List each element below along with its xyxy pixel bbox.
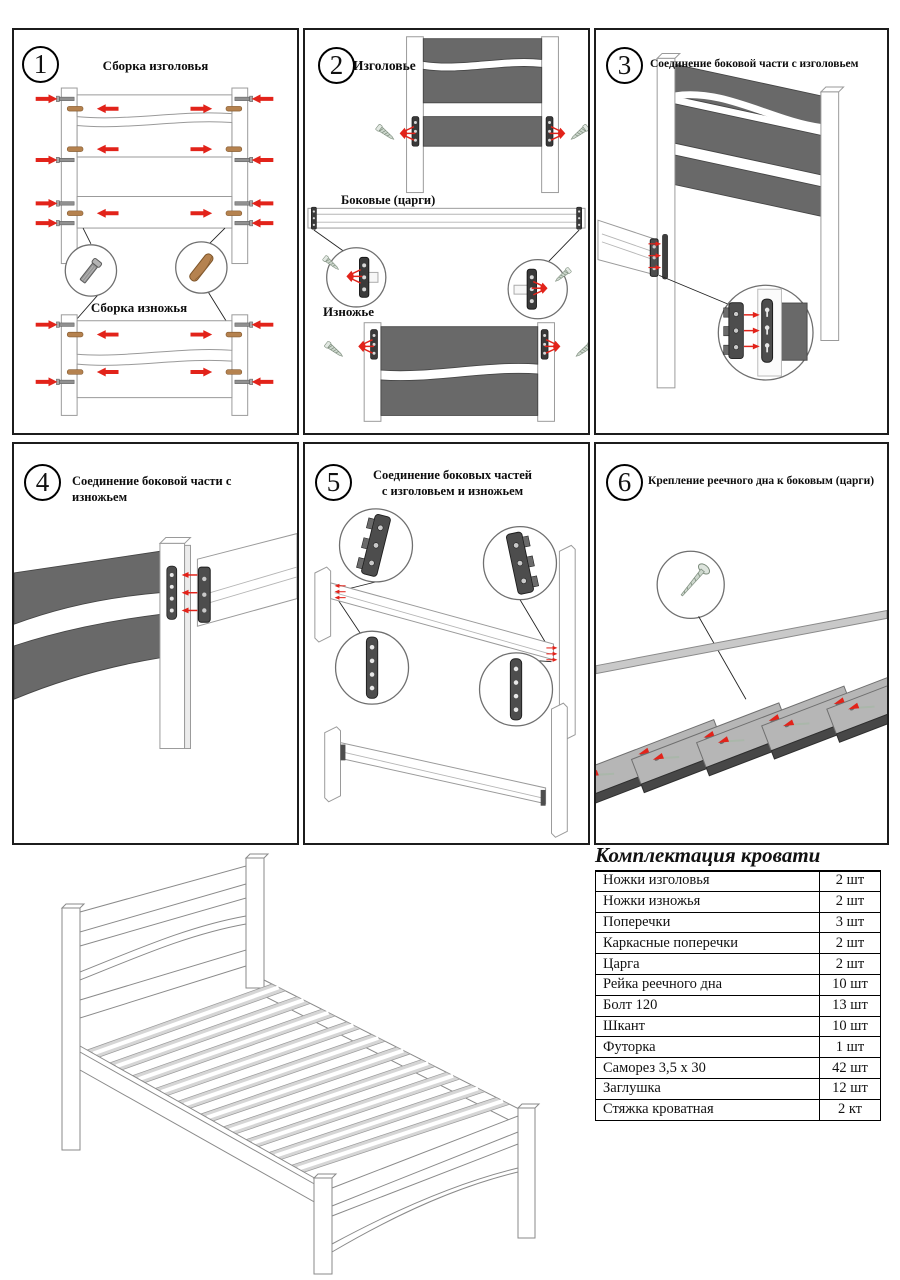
- table-row: [596, 891, 881, 912]
- step-number-4: 4: [24, 464, 61, 501]
- part-qty: 2 шт: [820, 871, 881, 892]
- step2-illustration: [305, 30, 588, 433]
- table-row: [596, 995, 881, 1016]
- part-name: Царга: [596, 954, 820, 975]
- step6-title: Крепление реечного дна к боковым (царги): [648, 475, 875, 487]
- dowel-magnifier: [176, 242, 227, 293]
- step5-illustration: [305, 444, 588, 843]
- step-number-2: 2: [318, 47, 355, 84]
- part-qty: 2 шт: [820, 933, 881, 954]
- table-row: [596, 912, 881, 933]
- rail-plate-magnifier-left: [322, 248, 386, 307]
- part-qty: 42 шт: [820, 1058, 881, 1079]
- step5-title-line2: с изголовьем и изножьем: [381, 483, 524, 498]
- table-row: [596, 1016, 881, 1037]
- step5-title-line1: Соединение боковых частей: [373, 468, 532, 482]
- step-panel-4: [12, 442, 299, 845]
- table-row: [596, 1058, 881, 1079]
- part-name: Заглушка: [596, 1078, 820, 1099]
- step1-title: Сборка изголовья: [102, 58, 209, 73]
- step3-title: Соединение боковой части с изголовьем: [650, 58, 859, 70]
- part-qty: 10 шт: [820, 974, 881, 995]
- part-qty: 13 шт: [820, 995, 881, 1016]
- step4-title: Соединение боковой части с изножьем: [72, 474, 232, 504]
- headboard-front-view: [36, 88, 274, 264]
- assembled-bed-drawing: [20, 852, 580, 1276]
- screw-magnifier: [657, 551, 724, 618]
- frame-rail-edge: [596, 610, 887, 673]
- bracket-magnifier-2: [483, 527, 556, 600]
- part-qty: 2 шт: [820, 954, 881, 975]
- table-row: [596, 1078, 881, 1099]
- step6-illustration: [596, 444, 887, 843]
- bracket-magnifier: [718, 285, 813, 380]
- side-rails-label: Боковые (царги): [341, 193, 436, 207]
- step-panel-1: [12, 28, 299, 435]
- side-rail: [308, 207, 585, 229]
- table-row: [596, 933, 881, 954]
- step-panel-6: [594, 442, 889, 845]
- step1-illustration: [14, 30, 297, 433]
- table-row: [596, 1099, 881, 1120]
- part-name: Ножки изголовья: [596, 871, 820, 892]
- step-panel-3: [594, 28, 889, 435]
- part-name: Болт 120: [596, 995, 820, 1016]
- headboard-label: Изголовье: [353, 58, 416, 73]
- step-number-5: 5: [315, 464, 352, 501]
- part-name: Поперечки: [596, 912, 820, 933]
- step3-illustration: [596, 30, 887, 433]
- table-row: [596, 1037, 881, 1058]
- part-qty: 3 шт: [820, 912, 881, 933]
- footboard-label: Изножье: [323, 304, 375, 319]
- side-rail-3d: [197, 534, 297, 627]
- part-qty: 2 шт: [820, 891, 881, 912]
- plate-magnifier-1: [336, 631, 409, 704]
- table-row: [596, 871, 881, 892]
- table-row: [596, 954, 881, 975]
- slats: [596, 653, 887, 810]
- step-panel-5: [303, 442, 590, 845]
- step-number-6: 6: [606, 464, 643, 501]
- footboard-corner-3d: [14, 537, 191, 748]
- step-panel-2: [303, 28, 590, 435]
- part-qty: 10 шт: [820, 1016, 881, 1037]
- bracket-magnifier-1: [340, 509, 413, 582]
- part-name: Каркасные поперечки: [596, 933, 820, 954]
- bolt-magnifier: [65, 245, 116, 296]
- part-qty: 12 шт: [820, 1078, 881, 1099]
- step-number-1: 1: [22, 46, 59, 83]
- plate-magnifier-2: [480, 653, 553, 726]
- part-name: Рейка реечного дна: [596, 974, 820, 995]
- part-name: Ножки изножья: [596, 891, 820, 912]
- step-number-3: 3: [606, 47, 643, 84]
- parts-table-title: Комплектация кровати: [595, 843, 881, 872]
- step1-subtitle: Сборка изножья: [90, 300, 188, 315]
- parts-table: [595, 870, 881, 1121]
- footboard-assembled: [324, 323, 588, 422]
- table-row: [596, 974, 881, 995]
- part-name: Шкант: [596, 1016, 820, 1037]
- part-name: Футорка: [596, 1037, 820, 1058]
- part-name: Саморез 3,5 х 30: [596, 1058, 820, 1079]
- part-qty: 2 кт: [820, 1099, 881, 1120]
- footboard-front-view: [36, 315, 274, 416]
- part-name: Стяжка кроватная: [596, 1099, 820, 1120]
- part-qty: 1 шт: [820, 1037, 881, 1058]
- rail-plate-magnifier-right: [508, 260, 572, 319]
